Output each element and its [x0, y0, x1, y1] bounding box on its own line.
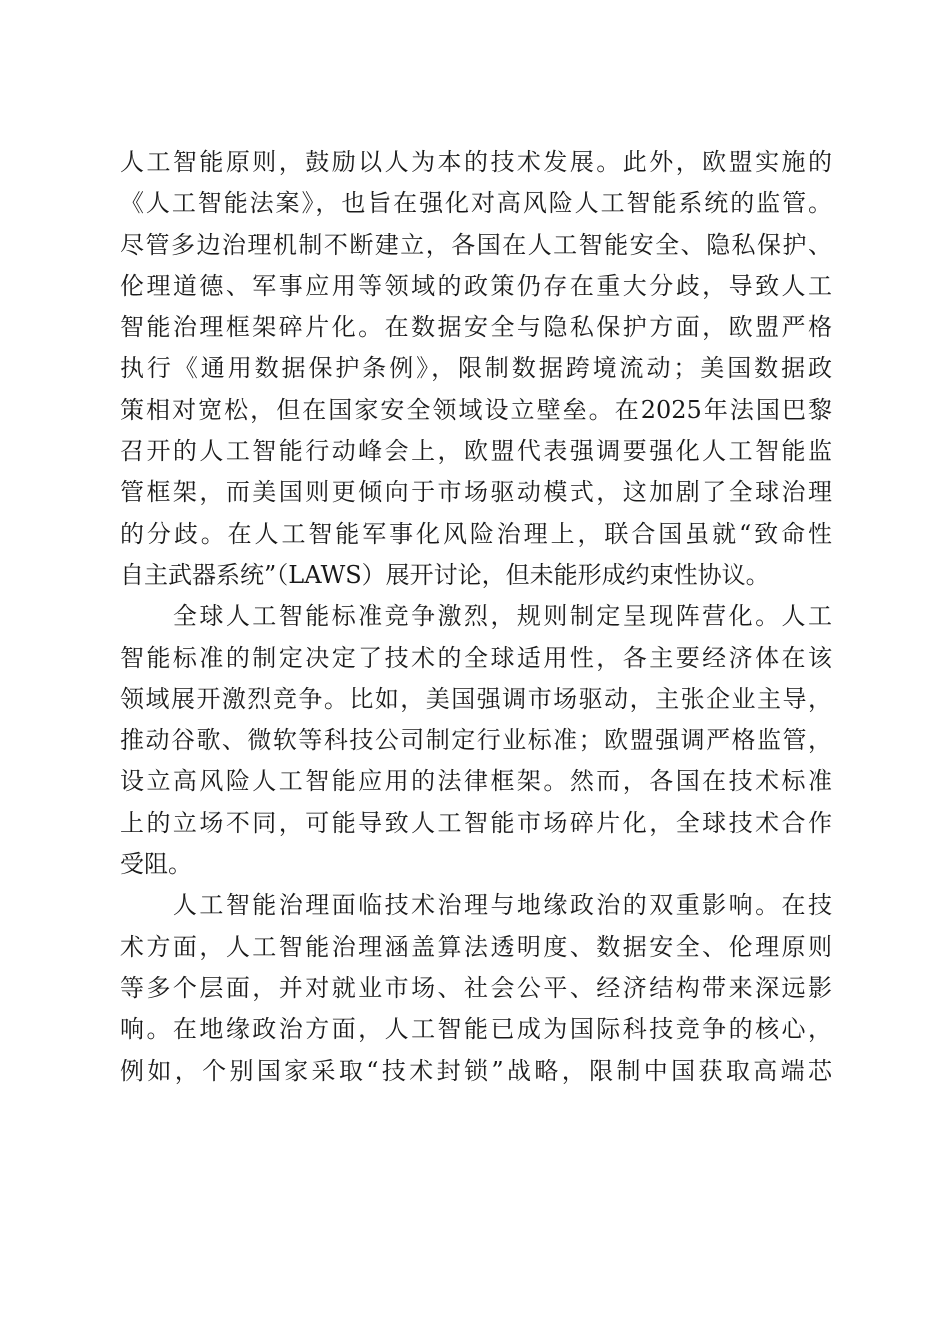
- text-line: 策相对宽松，但在国家安全领域设立壁垒。在2025年法国巴黎: [120, 395, 832, 424]
- text-line: 等多个层面，并对就业市场、社会公平、经济结构带来深远影: [120, 973, 832, 1002]
- text-line: 人工智能原则，鼓励以人为本的技术发展。此外，欧盟实施的: [120, 148, 832, 176]
- text-line: 推动谷歌、微软等科技公司制定行业标准；欧盟强调严格监管，: [120, 726, 832, 755]
- text-line: 的分歧。在人工智能军事化风险治理上，联合国虽就“致命性: [120, 519, 832, 548]
- text-line: 自主武器系统”（LAWS）展开讨论，但未能形成约束性协议。: [120, 560, 770, 589]
- text-line: 术方面，人工智能治理涵盖算法透明度、数据安全、伦理原则: [120, 932, 832, 961]
- text-line: 尽管多边治理机制不断建立，各国在人工智能安全、隐私保护、: [120, 230, 832, 259]
- text-line: 领域展开激烈竞争。比如，美国强调市场驱动，主张企业主导，: [120, 684, 832, 713]
- text-line: 伦理道德、军事应用等领域的政策仍存在重大分歧，导致人工: [120, 271, 832, 300]
- text-line: 受阻。: [120, 850, 192, 879]
- text-line: 全球人工智能标准竞争激烈，规则制定呈现阵营化。人工: [120, 602, 832, 631]
- text-line: 《人工智能法案》，也旨在强化对高风险人工智能系统的监管。: [120, 189, 832, 218]
- text-line: 智能治理框架碎片化。在数据安全与隐私保护方面，欧盟严格: [120, 313, 832, 342]
- text-line: 管框架，而美国则更倾向于市场驱动模式，这加剧了全球治理: [120, 478, 832, 507]
- text-line: 上的立场不同，可能导致人工智能市场碎片化，全球技术合作: [120, 808, 832, 837]
- text-line: 设立高风险人工智能应用的法律框架。然而，各国在技术标准: [120, 767, 832, 796]
- text-line: 召开的人工智能行动峰会上，欧盟代表强调要强化人工智能监: [120, 437, 832, 466]
- text-line: 例如，个别国家采取“技术封锁”战略，限制中国获取高端芯: [120, 1056, 832, 1085]
- text-line: 执行《通用数据保护条例》，限制数据跨境流动；美国数据政: [120, 354, 832, 383]
- text-line: 响。在地缘政治方面，人工智能已成为国际科技竞争的核心，: [120, 1015, 832, 1044]
- text-line: 智能标准的制定决定了技术的全球适用性，各主要经济体在该: [120, 643, 832, 672]
- body-text: [120, 142, 832, 1092]
- text-line: 人工智能治理面临技术治理与地缘政治的双重影响。在技: [120, 891, 832, 920]
